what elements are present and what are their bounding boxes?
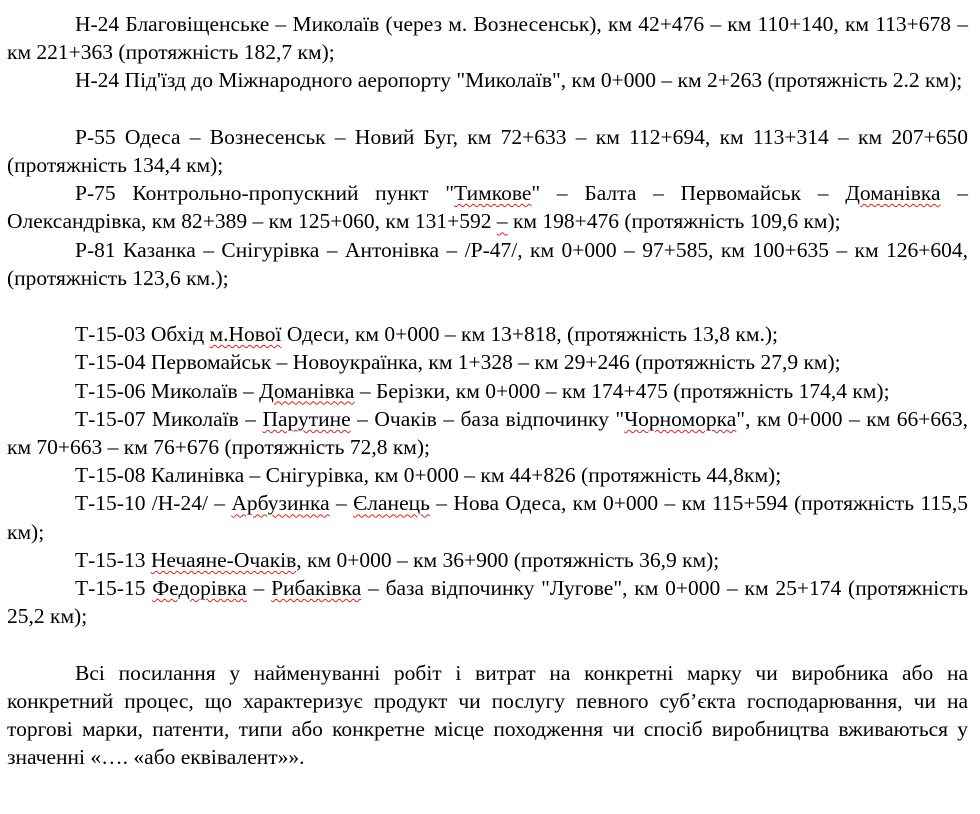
paragraph [7,461,968,489]
spellcheck-flagged-word: м.Нової [209,322,282,347]
paragraph-spacer [7,292,968,320]
spellcheck-flagged-word: Рибаківка [271,576,362,601]
paragraph [7,377,968,405]
spellcheck-flagged-word: Тимкове [454,181,532,206]
text-run: Т-15-10 /Н-24/ – [75,491,232,516]
paragraph [7,489,968,545]
text-run: – Берізки, км 0+000 – км 174+475 (протяжність 174,4 км); [354,378,890,403]
text-run: Т-15-15 [75,576,153,601]
text-run: , км 0+000 – км 36+900 (протяжність 36,9 км); [296,547,720,572]
spellcheck-flagged-word: Парутине [262,406,351,431]
spellcheck-flagged-word: Арбузинка [231,491,330,516]
paragraph [7,320,968,348]
text-run: Т-15-13 [75,547,151,572]
paragraph [7,66,968,94]
paragraph [7,574,968,630]
spellcheck-flagged-word: Доманівка [845,181,941,206]
text-run: – Очаків – база відпочинку " [350,406,625,431]
text-run: ", км 0+000 – км 66+663, км 70+663 – км 76+676 (протяжність 72,8 км); [7,406,968,460]
spellcheck-flagged-word: Чорноморка [624,406,737,431]
paragraph [7,236,968,292]
text-run: Н-24 Благовіщенське – Миколаїв (через м. Вознесенськ), км 42+476 – км 110+140, км 113+678 – км 221+363 (протяжність 182,7 км); [7,12,968,65]
paragraph [7,123,968,179]
text-run: – [246,576,272,601]
text-run: Р-55 Одеса – Вознесенськ – Новий Буг, км 72+633 – км 112+694, км 113+314 – км 207+650 (протяжність 134,4 км); [7,124,968,177]
text-run: – [329,491,354,516]
document-body [7,10,968,771]
text-run: Всі посилання у найменуванні робіт і витрат на конкретні марку чи виробника або на конкретний процес, що характеризує продукт чи послугу певного суб’єкта господарювання, чи на торгові марки, патенти, типи або конкретне місце походження чи спосіб виробництва вживаються у значенні «…. «або еквівалент»». [7,660,968,770]
text-run: Т-15-07 Миколаїв – [75,406,263,431]
spellcheck-flagged-word: – [496,209,508,234]
text-run: Т-15-03 Обхід [75,322,210,347]
text-run: " – Балта – Первомайськ – [531,181,846,206]
paragraph [7,10,968,66]
text-run: – Нова Одеса, км 0+000 – км 115+594 (протяжність 115,5 км); [7,491,969,544]
paragraph [7,179,968,235]
text-run: Т-15-08 Калинівка – Снігурівка, км 0+000 – км 44+826 (протяжність 44,8км); [75,463,782,488]
text-run: – база відпочинку "Лугове", км 0+000 – км 25+174 (протяжність 25,2 км); [7,576,969,629]
text-run: Т-15-06 Миколаїв – [75,378,260,403]
paragraph-spacer [7,95,968,123]
text-run: км 198+476 (протяжність 109,6 км); [507,209,841,234]
text-run: – Олександрівка, км 82+389 – км 125+060, км 131+592 [7,181,969,234]
paragraph [7,546,968,574]
paragraph [7,348,968,376]
spellcheck-flagged-word: Єланець [353,491,430,516]
text-run: Р-81 Казанка – Снігурівка – Антонівка – /Р-47/, км 0+000 – 97+585, км 100+635 – км 126+604, (протяжність 123,6 км.); [7,237,968,290]
spellcheck-flagged-word: Нечаяне-Очаків [150,547,297,572]
paragraph [7,405,968,461]
spellcheck-flagged-word: Доманівка [259,378,355,403]
paragraph [7,659,968,772]
text-run: Т-15-04 Первомайськ – Новоукраїнка, км 1+328 – км 29+246 (протяжність 27,9 км); [75,350,841,375]
text-run: Р-75 Контрольно-пропускний пункт " [75,181,454,206]
paragraph-spacer [7,630,968,658]
text-run: Н-24 Під'їзд до Міжнародного аеропорту "Миколаїв", км 0+000 – км 2+263 (протяжність 2.2 км); [75,68,963,93]
spellcheck-flagged-word: Федорівка [152,576,247,601]
text-run: Одеси, км 0+000 – км 13+818, (протяжність 13,8 км.); [281,322,778,347]
